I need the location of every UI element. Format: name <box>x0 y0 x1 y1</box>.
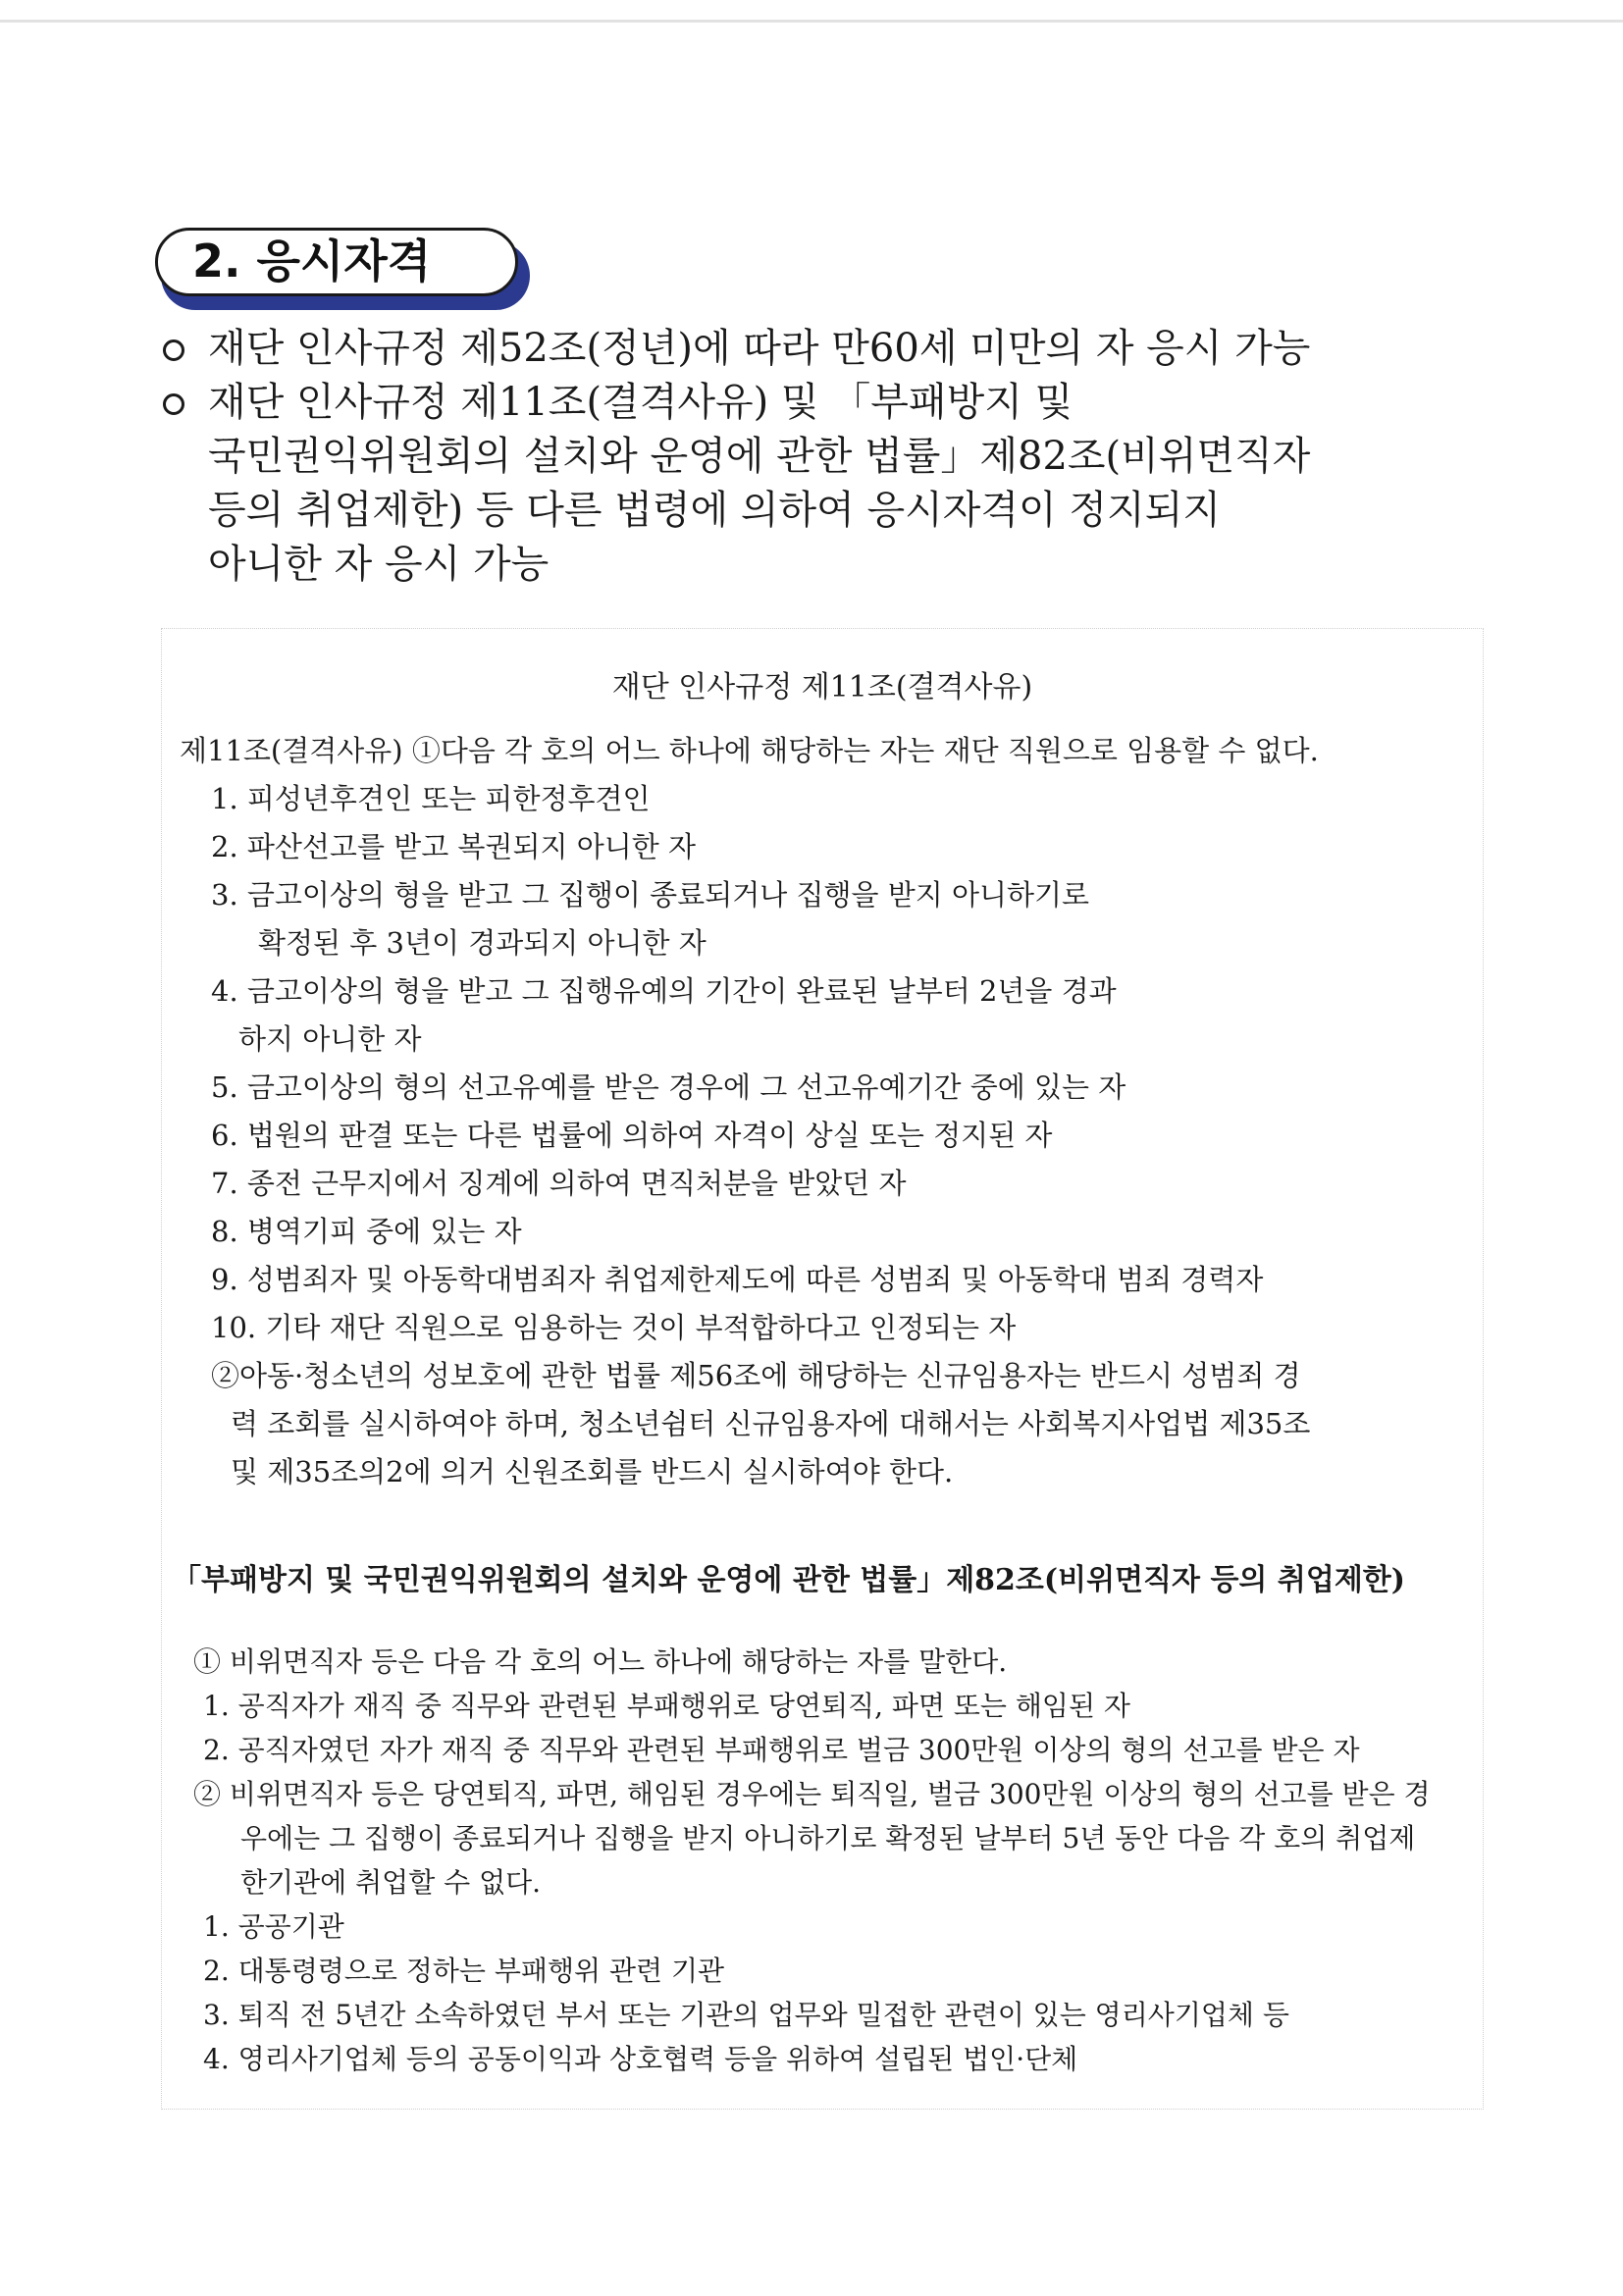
list-item: 4. 금고이상의 형을 받고 그 집행유예의 기간이 완료된 날부터 2년을 경과 <box>211 974 1117 1008</box>
list-item: 3. 퇴직 전 5년간 소속하였던 부서 또는 기관의 업무와 밀접한 관련이 있는 영리사기업체 등 <box>203 1999 1289 2031</box>
clause-continuation: 한기관에 취업할 수 없다. <box>240 1866 542 1899</box>
article-intro: 제11조(결격사유) ①다음 각 호의 어느 하나에 해당하는 자는 재단 직원으로 임용할 수 없다. <box>180 734 1319 767</box>
section-heading <box>155 228 533 311</box>
list-item-continuation: 하지 아니한 자 <box>238 1022 422 1056</box>
bullet-line: 국민권익위원회의 설치와 운영에 관한 법률」제82조(비위면직자 <box>208 434 1311 479</box>
section-title: 2. 응시자격 <box>192 235 432 287</box>
clause-line: ① 비위면직자 등은 다음 각 호의 어느 하나에 해당하는 자를 말한다. <box>193 1645 1008 1678</box>
law-82-clauses <box>193 1640 1469 2081</box>
list-item: 5. 금고이상의 형의 선고유예를 받은 경우에 그 선고유예기간 중에 있는 자 <box>211 1070 1126 1104</box>
box-title: 재단 인사규정 제11조(결격사유) <box>611 670 1033 704</box>
bullet-item <box>157 322 1462 376</box>
paragraph-2-line: 력 조회를 실시하여야 하며, 청소년쉼터 신규임용자에 대해서는 사회복지사업법 제35조 <box>231 1407 1311 1440</box>
bullet-line: 아니한 자 응시 가능 <box>208 542 550 587</box>
clause-continuation: 우에는 그 집행이 종료되거나 집행을 받지 아니하기로 확정된 날부터 5년 동안 다음 각 호의 취업제 <box>240 1822 1416 1854</box>
list-item: 6. 법원의 판결 또는 다른 법률에 의하여 자격이 상실 또는 정지된 자 <box>211 1119 1053 1152</box>
scan-edge-line <box>0 20 1623 23</box>
list-item-continuation: 확정된 후 3년이 경과되지 아니한 자 <box>258 926 707 960</box>
list-item: 1. 공직자가 재직 중 직무와 관련된 부패행위로 당연퇴직, 파면 또는 해임된 자 <box>203 1690 1130 1722</box>
bullet-line: 등의 취업제한) 등 다른 법령에 의하여 응시자격이 정지되지 <box>208 488 1221 533</box>
bullet-line: 재단 인사규정 제11조(결격사유) 및 「부패방지 및 <box>208 380 1073 425</box>
eligibility-bullets <box>157 322 1462 592</box>
list-item: 2. 파산선고를 받고 복권되지 아니한 자 <box>211 830 696 863</box>
law-excerpt-box <box>161 628 1484 2110</box>
list-item: 1. 피성년후견인 또는 피한정후견인 <box>211 782 651 815</box>
list-item: 2. 공직자였던 자가 재직 중 직무와 관련된 부패행위로 벌금 300만원 이상의 형의 선고를 받은 자 <box>203 1734 1360 1766</box>
list-item: 3. 금고이상의 형을 받고 그 집행이 종료되거나 집행을 받지 아니하기로 <box>211 878 1090 912</box>
circle-bullet-icon <box>163 393 184 415</box>
circle-bullet-icon <box>163 339 184 361</box>
law-82-title: 「부패방지 및 국민권익위원회의 설치와 운영에 관한 법률」제82조(비위면직자 등의 취업제한) <box>172 1563 1405 1597</box>
list-item: 7. 종전 근무지에서 징계에 의하여 면직처분을 받았던 자 <box>211 1167 907 1200</box>
list-item: 10. 기타 재단 직원으로 임용하는 것이 부적합하다고 인정되는 자 <box>211 1311 1017 1344</box>
bullet-line: 재단 인사규정 제52조(정년)에 따라 만60세 미만의 자 응시 가능 <box>208 326 1311 371</box>
bullet-item <box>157 376 1462 592</box>
clause-line: ② 비위면직자 등은 당연퇴직, 파면, 해임된 경우에는 퇴직일, 벌금 300만원 이상의 형의 선고를 받은 경 <box>193 1778 1431 1810</box>
paragraph-2-line: ②아동·청소년의 성보호에 관한 법률 제56조에 해당하는 신규임용자는 반드시 성범죄 경 <box>211 1359 1301 1392</box>
list-item: 1. 공공기관 <box>203 1910 344 1943</box>
list-item: 9. 성범죄자 및 아동학대범죄자 취업제한제도에 따른 성범죄 및 아동학대 범죄 경력자 <box>211 1263 1264 1296</box>
list-item: 2. 대통령령으로 정하는 부패행위 관련 기관 <box>203 1955 725 1987</box>
article-11-clauses <box>180 727 1475 1496</box>
list-item: 8. 병역기피 중에 있는 자 <box>211 1215 522 1248</box>
paragraph-2-line: 및 제35조의2에 의거 신원조회를 반드시 실시하여야 한다. <box>231 1455 954 1488</box>
list-item: 4. 영리사기업체 등의 공동이익과 상호협력 등을 위하여 설립된 법인·단체 <box>203 2043 1078 2075</box>
